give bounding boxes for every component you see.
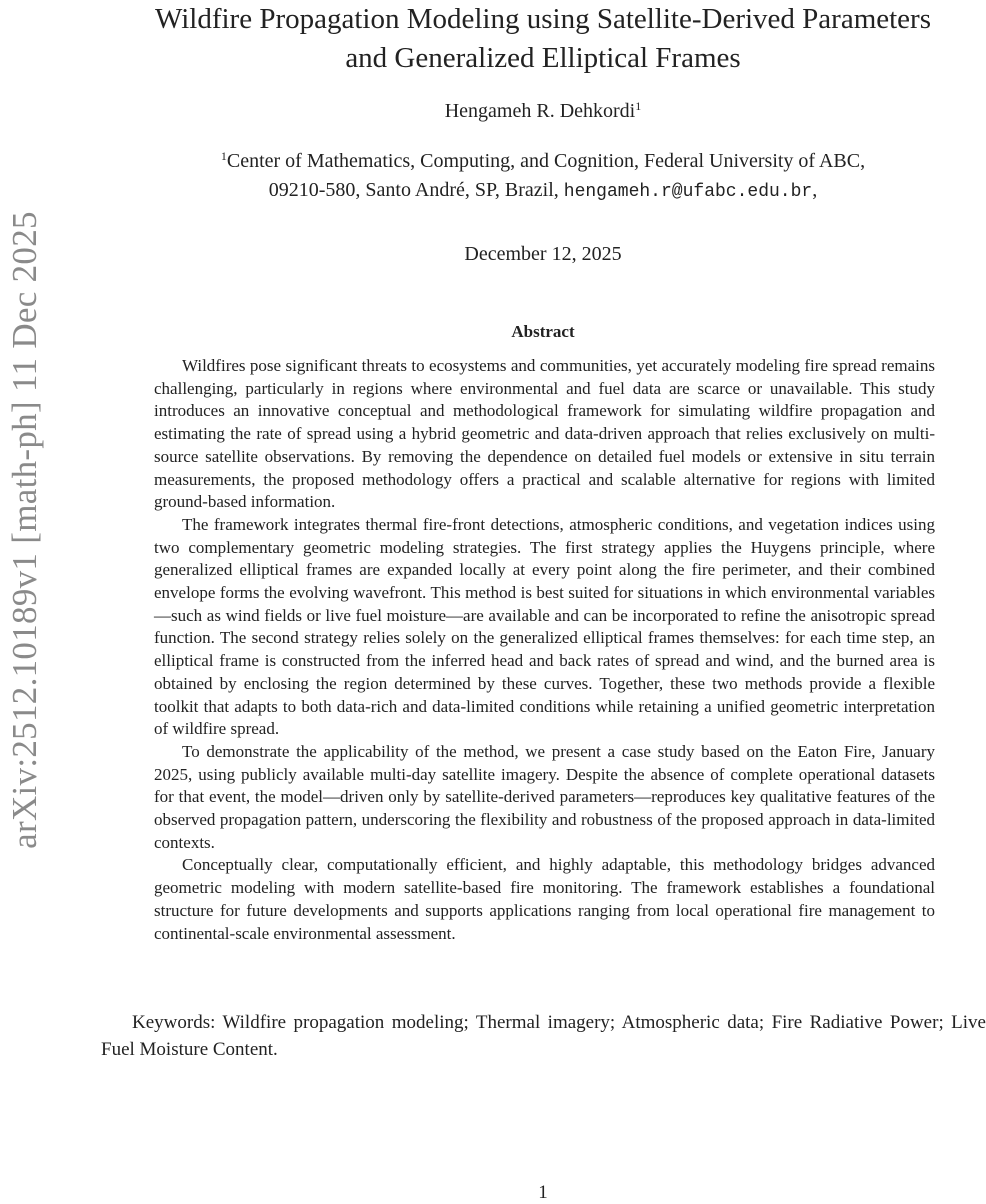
author-name: Hengameh R. Dehkordi <box>444 100 636 122</box>
keywords-text: Keywords: Wildfire propagation modeling; Thermal imagery; Atmospheric data; Fire Radiative Power; Live Fuel Moisture Content. <box>101 1012 986 1060</box>
affil-line-1: Center of Mathematics, Computing, and Cognition, Federal University of ABC, <box>226 150 866 172</box>
title-line-2: and Generalized Elliptical Frames <box>345 42 741 74</box>
affil-line-2: 09210-580, Santo André, SP, Brazil, <box>268 179 559 201</box>
author-email[interactable]: hengameh.r@ufabc.edu.br <box>563 182 813 202</box>
abstract-heading: Abstract <box>511 322 575 341</box>
keywords <box>101 1009 986 1063</box>
paper-title <box>100 0 986 78</box>
page-number: 1 <box>538 1182 548 1203</box>
title-line-1: Wildfire Propagation Modeling using Satellite-Derived Parameters <box>155 3 931 35</box>
paper-date: December 12, 2025 <box>464 243 622 265</box>
abstract-paragraph-1: Wildfires pose significant threats to ecosystems and communities, yet accurately modeling fire spread remains challenging, particularly in regions where environmental and fuel data are scarce or unavailable. This study introduces an innovative conceptual and methodological framework for simulating wildfire propagation and estimating the rate of spread using a hybrid geometric and data-driven approach that relies exclusively on multi-source satellite observations. By removing the dependence on detailed fuel models or extensive in situ terrain measurements, the proposed methodology offers a practical and scalable alternative for regions with limited ground-based information. <box>154 356 935 512</box>
affiliation <box>100 147 986 207</box>
abstract-body <box>154 355 935 945</box>
abstract-paragraph-4: Conceptually clear, computationally efficient, and highly adaptable, this methodology bridges advanced geometric modeling with modern satellite-based fire monitoring. The framework establishes a foundational structure for future developments and supports applications ranging from local operational fire management to continental-scale environmental assessment. <box>154 855 935 943</box>
abstract-paragraph-3: To demonstrate the applicability of the method, we present a case study based on the Eaton Fire, January 2025, using publicly available multi-day satellite imagery. Despite the absence of complete operational datasets for that event, the model—driven only by satellite-derived parameters—reproduces key qualitative features of the observed propagation pattern, underscoring the flexibility and robustness of the proposed approach in data-limited contexts. <box>154 741 935 852</box>
arxiv-stamp: arXiv:2512.10189v1 [math-ph] 11 Dec 2025 <box>5 211 44 849</box>
abstract-paragraph-2: The framework integrates thermal fire-front detections, atmospheric conditions, and vegetation indices using two complementary geometric modeling strategies. The first strategy applies the Huygens principle, where generalized elliptical frames are expanded locally at every point along the fire perimeter, and their combined envelope forms the evolving wavefront. This method is best suited for situations in which environmental variables—such as wind fields or live fuel moisture—are available and can be incorporated to refine the anisotropic spread function. The second strategy relies solely on the generalized elliptical frames themselves: for each time step, an elliptical frame is constructed from the inferred head and back rates of spread and wind, and the burned area is obtained by enclosing the region determined by these curves. Together, these two methods provide a flexible toolkit that adapts to both data-rich and data-limited conditions while retaining a unified geometric interpretation of wildfire spread. <box>154 514 935 739</box>
author <box>100 100 986 123</box>
affil-trailing: , <box>812 179 818 201</box>
affil-mark: 1 <box>220 149 227 163</box>
author-affil-mark: 1 <box>635 99 642 113</box>
